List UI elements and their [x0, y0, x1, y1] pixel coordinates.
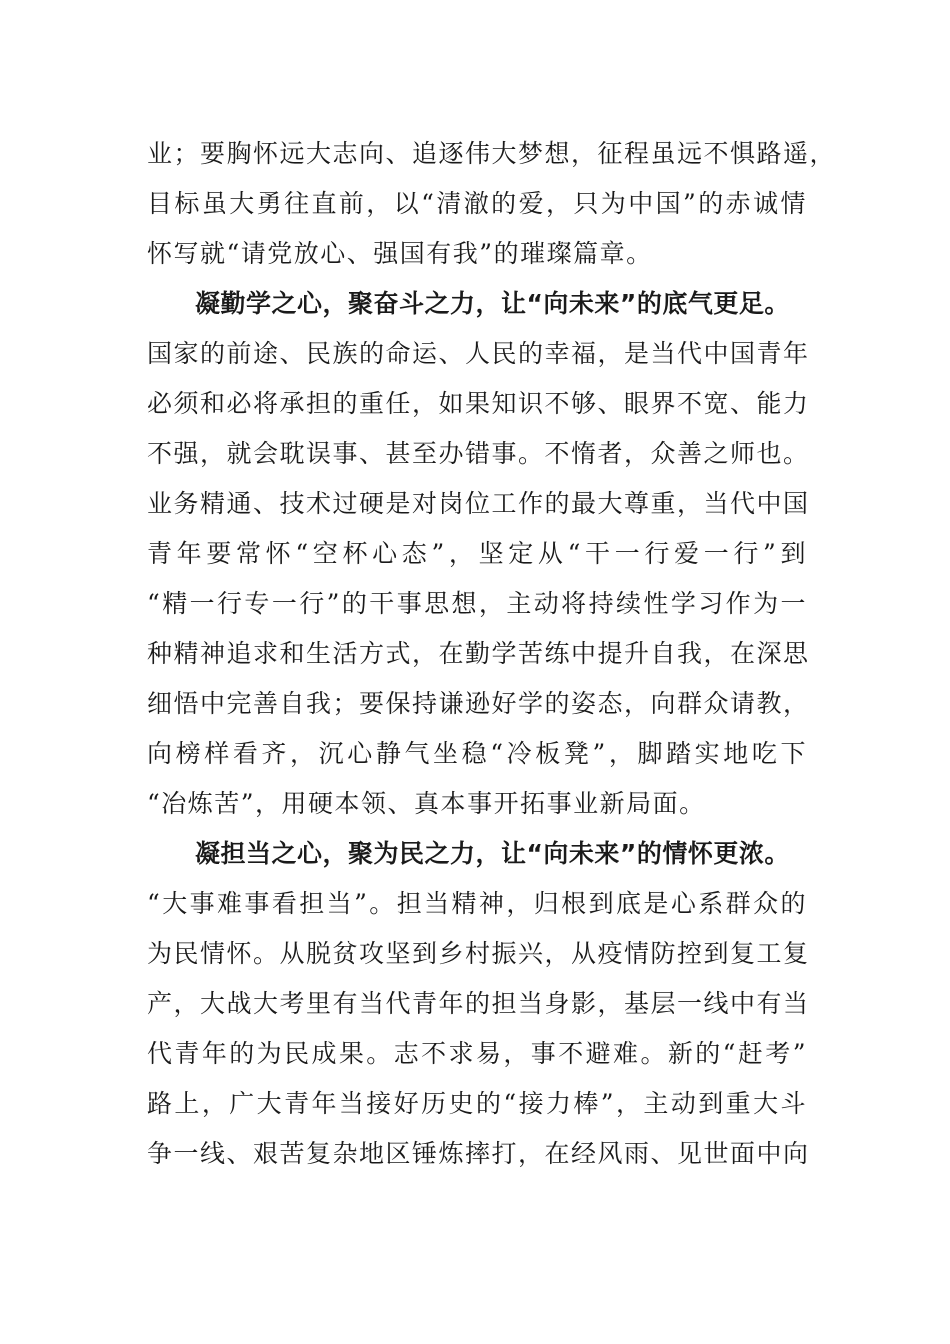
text-line-8: 业务精通、技术过硬是对岗位工作的最大尊重，当代中国 — [147, 489, 810, 518]
text-line-18: 产，大战大考里有当代青年的担当身影，基层一线中有当 — [147, 989, 810, 1018]
text-line-11: 种精神追求和生活方式，在勤学苦练中提升自我，在深思 — [147, 639, 810, 668]
text-line-12: 细悟中完善自我；要保持谦逊好学的姿态，向群众请教， — [147, 689, 810, 718]
text-line-10: “精一行专一行”的干事思想，主动将持续性学习作为一 — [147, 589, 807, 618]
text-line-20: 路上，广大青年当接好历史的“接力棒”，主动到重大斗 — [147, 1089, 807, 1118]
text-line-13: 向榜样看齐，沉心静气坐稳“冷板凳”，脚踏实地吃下 — [147, 739, 807, 768]
text-line-19: 代青年的为民成果。志不求易，事不避难。新的“赶考” — [147, 1039, 807, 1068]
section-heading-diligence: 凝勤学之心，聚奋斗之力，让“向未来”的底气更足。 — [195, 289, 790, 318]
text-line-5: 国家的前途、民族的命运、人民的幸福，是当代中国青年 — [147, 339, 810, 368]
section-heading-responsibility: 凝担当之心，聚为民之力，让“向未来”的情怀更浓。 — [195, 839, 790, 868]
text-line-1: 业；要胸怀远大志向、追逐伟大梦想，征程虽远不惧路遥， — [147, 139, 837, 168]
text-line-9: 青年要常怀“空杯心态”，坚定从“干一行爱一行”到 — [147, 539, 807, 568]
text-line-17: 为民情怀。从脱贫攻坚到乡村振兴，从疫情防控到复工复 — [147, 939, 810, 968]
text-line-2: 目标虽大勇往直前，以“清澈的爱，只为中国”的赤诚情 — [147, 189, 807, 218]
text-line-14: “冶炼苦”，用硬本领、真本事开拓事业新局面。 — [147, 789, 706, 818]
text-line-7: 不强，就会耽误事、甚至办错事。不惰者，众善之师也。 — [147, 439, 810, 468]
text-line-3: 怀写就“请党放心、强国有我”的璀璨篇章。 — [147, 239, 653, 268]
text-line-16: “大事难事看担当”。担当精神，归根到底是心系群众的 — [147, 889, 807, 918]
text-line-6: 必须和必将承担的重任，如果知识不够、眼界不宽、能力 — [147, 389, 810, 418]
text-line-21: 争一线、艰苦复杂地区锤炼摔打，在经风雨、见世面中向 — [147, 1139, 810, 1168]
